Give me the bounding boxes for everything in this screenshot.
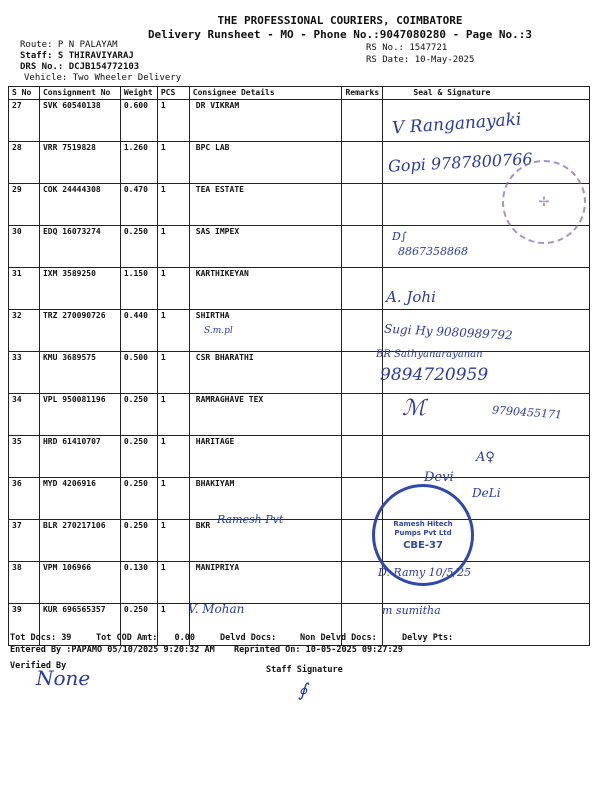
cell-sno: 31: [9, 268, 40, 310]
cell-weight: 0.600: [120, 100, 157, 142]
vehicle: Vehicle: Two Wheeler Delivery: [24, 73, 182, 83]
cell-pcs: 1: [157, 268, 189, 310]
col-consignment: Consignment No: [39, 87, 120, 100]
col-remarks: Remarks: [342, 87, 383, 100]
delivered-docs: Delvd Docs:: [220, 633, 277, 643]
signature-31: A. Johi: [386, 288, 436, 306]
tot-docs: Tot Docs: 39: [10, 633, 72, 643]
phone-30: 8867358868: [398, 245, 468, 258]
cell-consignee: DR VIKRAM: [189, 100, 342, 142]
cell-sno: 36: [9, 478, 40, 520]
entered-by: Entered By :PAPAMO 05/10/2025 9:20:32 AM: [10, 645, 215, 655]
cell-remarks: [342, 394, 383, 436]
signature-27: V Ranganayaki: [391, 109, 523, 139]
signature-33: BR Sathyanarayanan: [376, 349, 483, 360]
tot-cod: Tot COD Amt: 0.00: [96, 633, 196, 643]
cell-remarks: [342, 226, 383, 268]
cell-consignment: KUR 696565357: [39, 604, 120, 646]
table-row: [9, 352, 590, 394]
cell-consignment: HRD 61410707: [39, 436, 120, 478]
cell-consignee: SAS IMPEX: [189, 226, 342, 268]
company-title: THE PROFESSIONAL COURIERS, COIMBATORE: [217, 14, 463, 27]
table-row: [9, 478, 590, 520]
cell-weight: 0.250: [120, 520, 157, 562]
cell-remarks: [342, 310, 383, 352]
cell-pcs: 1: [157, 520, 189, 562]
phone-33: 9894720959: [380, 365, 489, 385]
table-header-row: [9, 87, 590, 100]
cell-consignee: SHIRTHA: [189, 310, 342, 352]
cell-weight: 0.250: [120, 436, 157, 478]
cell-consignee: BKR: [189, 520, 342, 562]
cell-pcs: 1: [157, 394, 189, 436]
route: Route: P N PALAYAM: [20, 40, 118, 50]
cell-sno: 39: [9, 604, 40, 646]
cell-sno: 27: [9, 100, 40, 142]
signature-30: D∫: [392, 230, 407, 243]
cell-remarks: [342, 436, 383, 478]
cell-consignment: MYD 4206916: [39, 478, 120, 520]
cell-sno: 37: [9, 520, 40, 562]
table-row: [9, 268, 590, 310]
drs-number: DRS No.: DCJB154772103: [20, 62, 140, 72]
signature-39: m sumitha: [382, 604, 441, 617]
cell-remarks: [342, 184, 383, 226]
cell-consignment: COK 24444308: [39, 184, 120, 226]
cell-consignment: VRR 7519828: [39, 142, 120, 184]
mark-35: A♀: [476, 450, 495, 465]
table-row: [9, 562, 590, 604]
staff-signature-label: Staff Signature: [266, 665, 343, 675]
cell-weight: 1.150: [120, 268, 157, 310]
cell-consignee: HARITAGE: [189, 436, 342, 478]
cell-pcs: 1: [157, 604, 189, 646]
signature-38: D. Ramy 10/5/25: [378, 566, 472, 579]
cell-consignment: VPM 106966: [39, 562, 120, 604]
cell-pcs: 1: [157, 184, 189, 226]
reprinted-on: Reprinted On: 10-05-2025 09:27:29: [234, 645, 403, 655]
cell-pcs: 1: [157, 310, 189, 352]
consignee-note-39: V. Mohan: [188, 602, 245, 616]
cell-sno: 32: [9, 310, 40, 352]
cell-pcs: 1: [157, 478, 189, 520]
col-pcs: PCS: [157, 87, 189, 100]
table-row: [9, 226, 590, 268]
col-weight: Weight: [120, 87, 157, 100]
cell-pcs: 1: [157, 562, 189, 604]
cell-sno: 33: [9, 352, 40, 394]
cell-sno: 29: [9, 184, 40, 226]
cell-weight: 0.250: [120, 478, 157, 520]
col-seal-signature: Seal & Signature: [383, 87, 590, 100]
table-row: [9, 436, 590, 478]
cell-remarks: [342, 562, 383, 604]
cell-consignee: KARTHIKEYAN: [189, 268, 342, 310]
delivery-points: Delvy Pts:: [402, 633, 454, 643]
cell-sno: 28: [9, 142, 40, 184]
signature-34: ℳ: [402, 396, 426, 421]
cell-consignment: TRZ 270090726: [39, 310, 120, 352]
cell-pcs: 1: [157, 100, 189, 142]
cell-sno: 38: [9, 562, 40, 604]
non-delivered-docs: Non Delvd Docs:: [300, 633, 377, 643]
rs-number: RS No.: 1547721: [366, 43, 448, 53]
cell-weight: 0.500: [120, 352, 157, 394]
verified-by-signature: None: [36, 666, 91, 690]
cell-remarks: [342, 142, 383, 184]
signature-36: Devi: [424, 470, 454, 485]
cell-consignment: KMU 3689575: [39, 352, 120, 394]
rs-date: RS Date: 10-May-2025: [366, 55, 475, 65]
cell-sno: 35: [9, 436, 40, 478]
cell-consignment: EDQ 16073274: [39, 226, 120, 268]
cell-remarks: [342, 268, 383, 310]
faint-seal-stamp: ✢: [502, 160, 586, 244]
cell-sno: 30: [9, 226, 40, 268]
cell-pcs: 1: [157, 226, 189, 268]
cell-consignment: SVK 60540138: [39, 100, 120, 142]
cell-weight: 0.130: [120, 562, 157, 604]
cell-weight: 0.250: [120, 394, 157, 436]
col-sno: S No: [9, 87, 40, 100]
staff: Staff: S THIRAVIYARAJ: [20, 51, 134, 61]
cell-consignment: BLR 270217106: [39, 520, 120, 562]
cell-remarks: [342, 100, 383, 142]
cell-consignee: RAMRAGHAVE TEX: [189, 394, 342, 436]
cell-pcs: 1: [157, 352, 189, 394]
verified-by-label: Verified By: [10, 661, 67, 671]
phone-34: 9790455171: [491, 403, 563, 422]
company-seal-stamp: Ramesh Hitech Pumps Pvt Ltd CBE-37: [372, 484, 474, 586]
signature-28: Gopi 9787800766: [387, 149, 534, 176]
staff-signature-mark: ∮: [298, 680, 308, 701]
cell-pcs: 1: [157, 436, 189, 478]
cell-pcs: 1: [157, 142, 189, 184]
runsheet-table: [8, 86, 590, 646]
consignee-note-37: Ramesh Pvt: [217, 513, 284, 526]
col-consignee: Consignee Details: [189, 87, 342, 100]
cell-consignee: MANIPRIYA: [189, 562, 342, 604]
cell-sno: 34: [9, 394, 40, 436]
cell-consignment: VPL 950081196: [39, 394, 120, 436]
consignee-note-32: S.m.pl: [204, 326, 233, 336]
cell-weight: 1.260: [120, 142, 157, 184]
cell-consignee: BPC LAB: [189, 142, 342, 184]
cell-weight: 0.440: [120, 310, 157, 352]
cell-weight: 0.470: [120, 184, 157, 226]
cell-consignee: BHAKIYAM: [189, 478, 342, 520]
cell-consignee: TEA ESTATE: [189, 184, 342, 226]
cell-weight: 0.250: [120, 226, 157, 268]
table-row: [9, 520, 590, 562]
cell-weight: 0.250: [120, 604, 157, 646]
cell-consignee: CSR BHARATHI: [189, 352, 342, 394]
signature-36b: DeLi: [472, 486, 501, 500]
cell-consignment: IXM 3589250: [39, 268, 120, 310]
runsheet-subtitle: Delivery Runsheet - MO - Phone No.:9047080280 - Page No.:3: [147, 28, 533, 41]
signature-32: Sugi Hy 9080989792: [383, 321, 513, 343]
